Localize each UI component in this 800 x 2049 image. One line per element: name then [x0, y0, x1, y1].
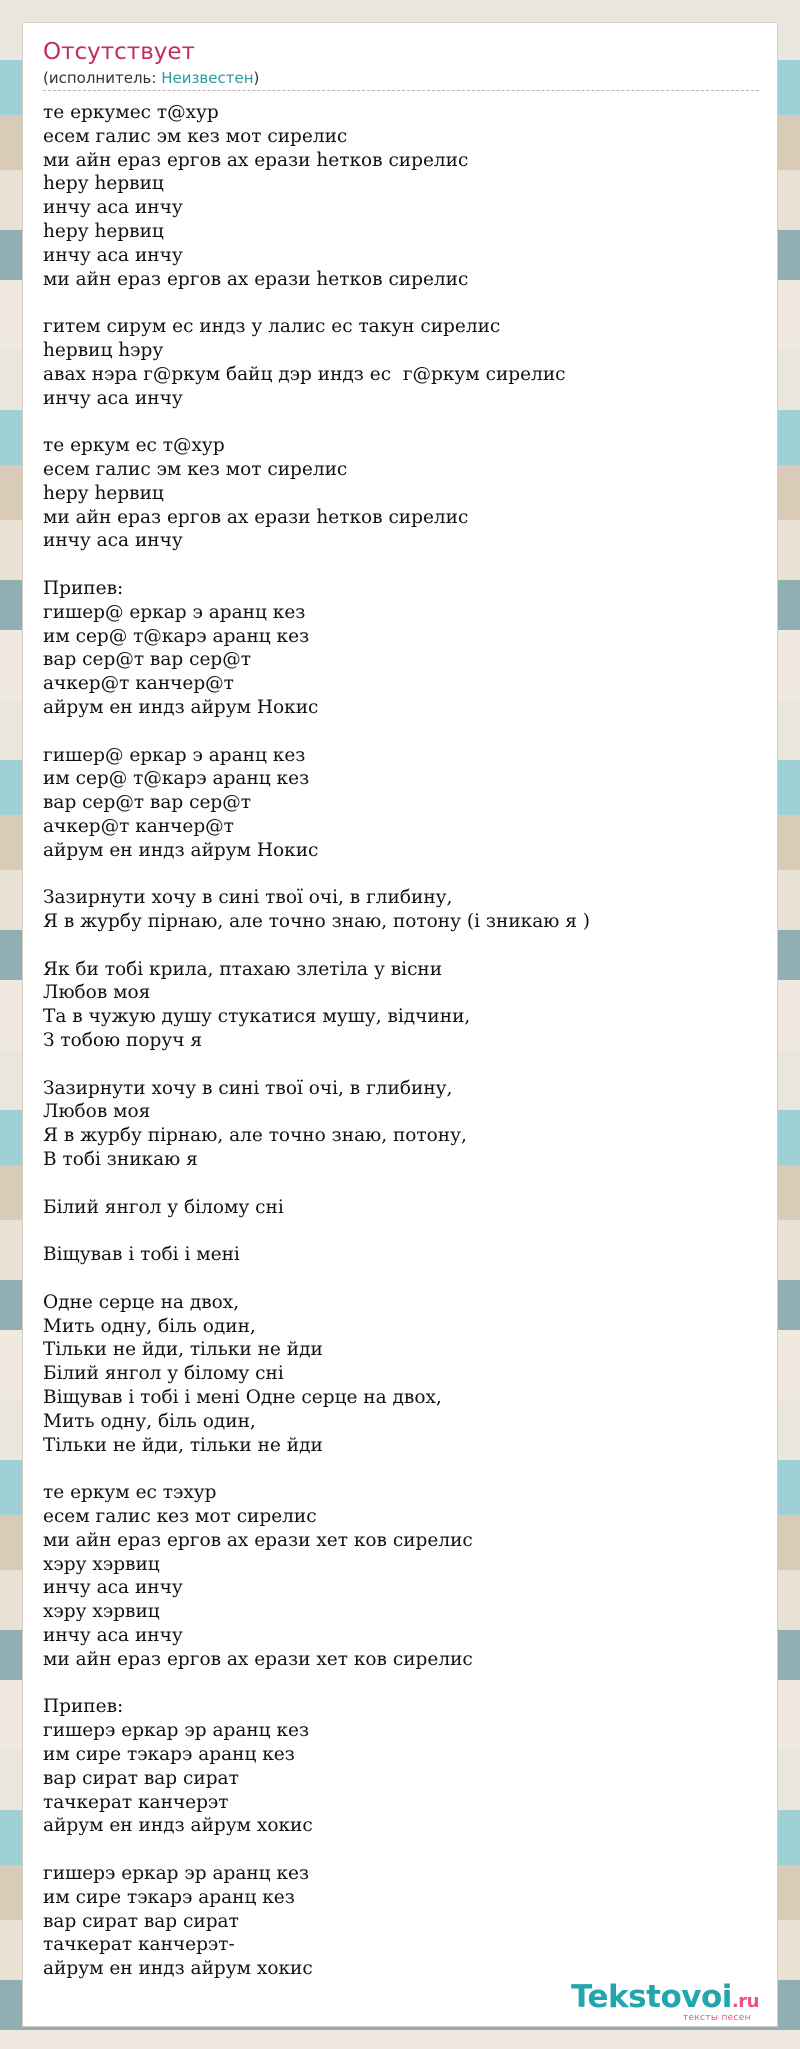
logo-name: Tekstovoi [571, 1979, 732, 2015]
logo-tagline: тексты песен [683, 2013, 751, 2023]
lyrics-card [22, 22, 778, 2027]
artist-link[interactable]: Неизвестен [161, 69, 254, 87]
logo-domain: .ru [731, 1991, 759, 2012]
song-title: Отсутствует [43, 39, 195, 65]
site-logo[interactable] [571, 1981, 771, 2025]
song-subtitle [43, 69, 259, 87]
lyrics-text: те еркумес т@хур есем галис эм кез мот сирелис ми айн ераз ергов ах ерази һетков сирелис һеру һервиц инчу аса инчу һеру һервиц инчу аса инчу ми айн ераз ергов ах ерази һетков сирелис гитем сирум ес индз у лалис ес такун сирелис һервиц һэру авах нэра г@ркум байц дэр индз ес г@ркум сирелис инчу аса инчу те еркум ес т@хур есем галис эм кез мот сирелис һеру һервиц ми айн ераз ергов ах ерази һетков сирелис инчу аса инчу Припев: гишер@ еркар э аранц кез им сер@ т@карэ аранц кез вар сер@т вар сер@т ачкер@т канчер@т айрум ен индз айрум Нокис гишер@ еркар э аранц кез им сер@ т@карэ аранц кез вар сер@т вар сер@т ачкер@т канчер@т айрум ен индз айрум Нокис Зазирнути хочу в сині твої очі, в глибину, Я в журбу пірнаю, але точно знаю, потону (і зникаю я ) Як би тобі крила, птахаю злетіла у вісни Любов моя Та в чужую душу стукатися мушу, відчини, З тобою поруч я Зазирнути хочу в сині твої очі, в глибину, Любов моя Я в журбу пірнаю, але точно знаю, потону, В тобі зникаю я Білий янгол у білому сні Віщував і тобі і мені Одне серце на двох, Мить одну, біль один, Тільки не йди, тільки не йди Білий янгол у білому сні Віщував і тобі і мені Одне серце на двох, Мить одну, біль один, Тільки не йди, тільки не йди те еркум ес тэхур есем галис кез мот сирелис ми айн ераз ергов ах ерази хет ков сирелис хэру хэрвиц инчу аса инчу хэру хэрвиц инчу аса инчу ми айн ераз ергов ах ерази хет ков сирелис Припев: гишерэ еркар эр аранц кез им сире тэкарэ аранц кез вар сират вар сират тачкерат канчерэт айрум ен индз айрум хокис гишерэ еркар эр аранц кез им сире тэкарэ аранц кез вар сират вар сират тачкерат канчерэт- айрум ен индз айрум хокис [43, 102, 591, 1980]
subtitle-prefix: (исполнитель: [43, 69, 162, 87]
subtitle-suffix: ) [253, 69, 260, 87]
title-divider [43, 90, 759, 91]
